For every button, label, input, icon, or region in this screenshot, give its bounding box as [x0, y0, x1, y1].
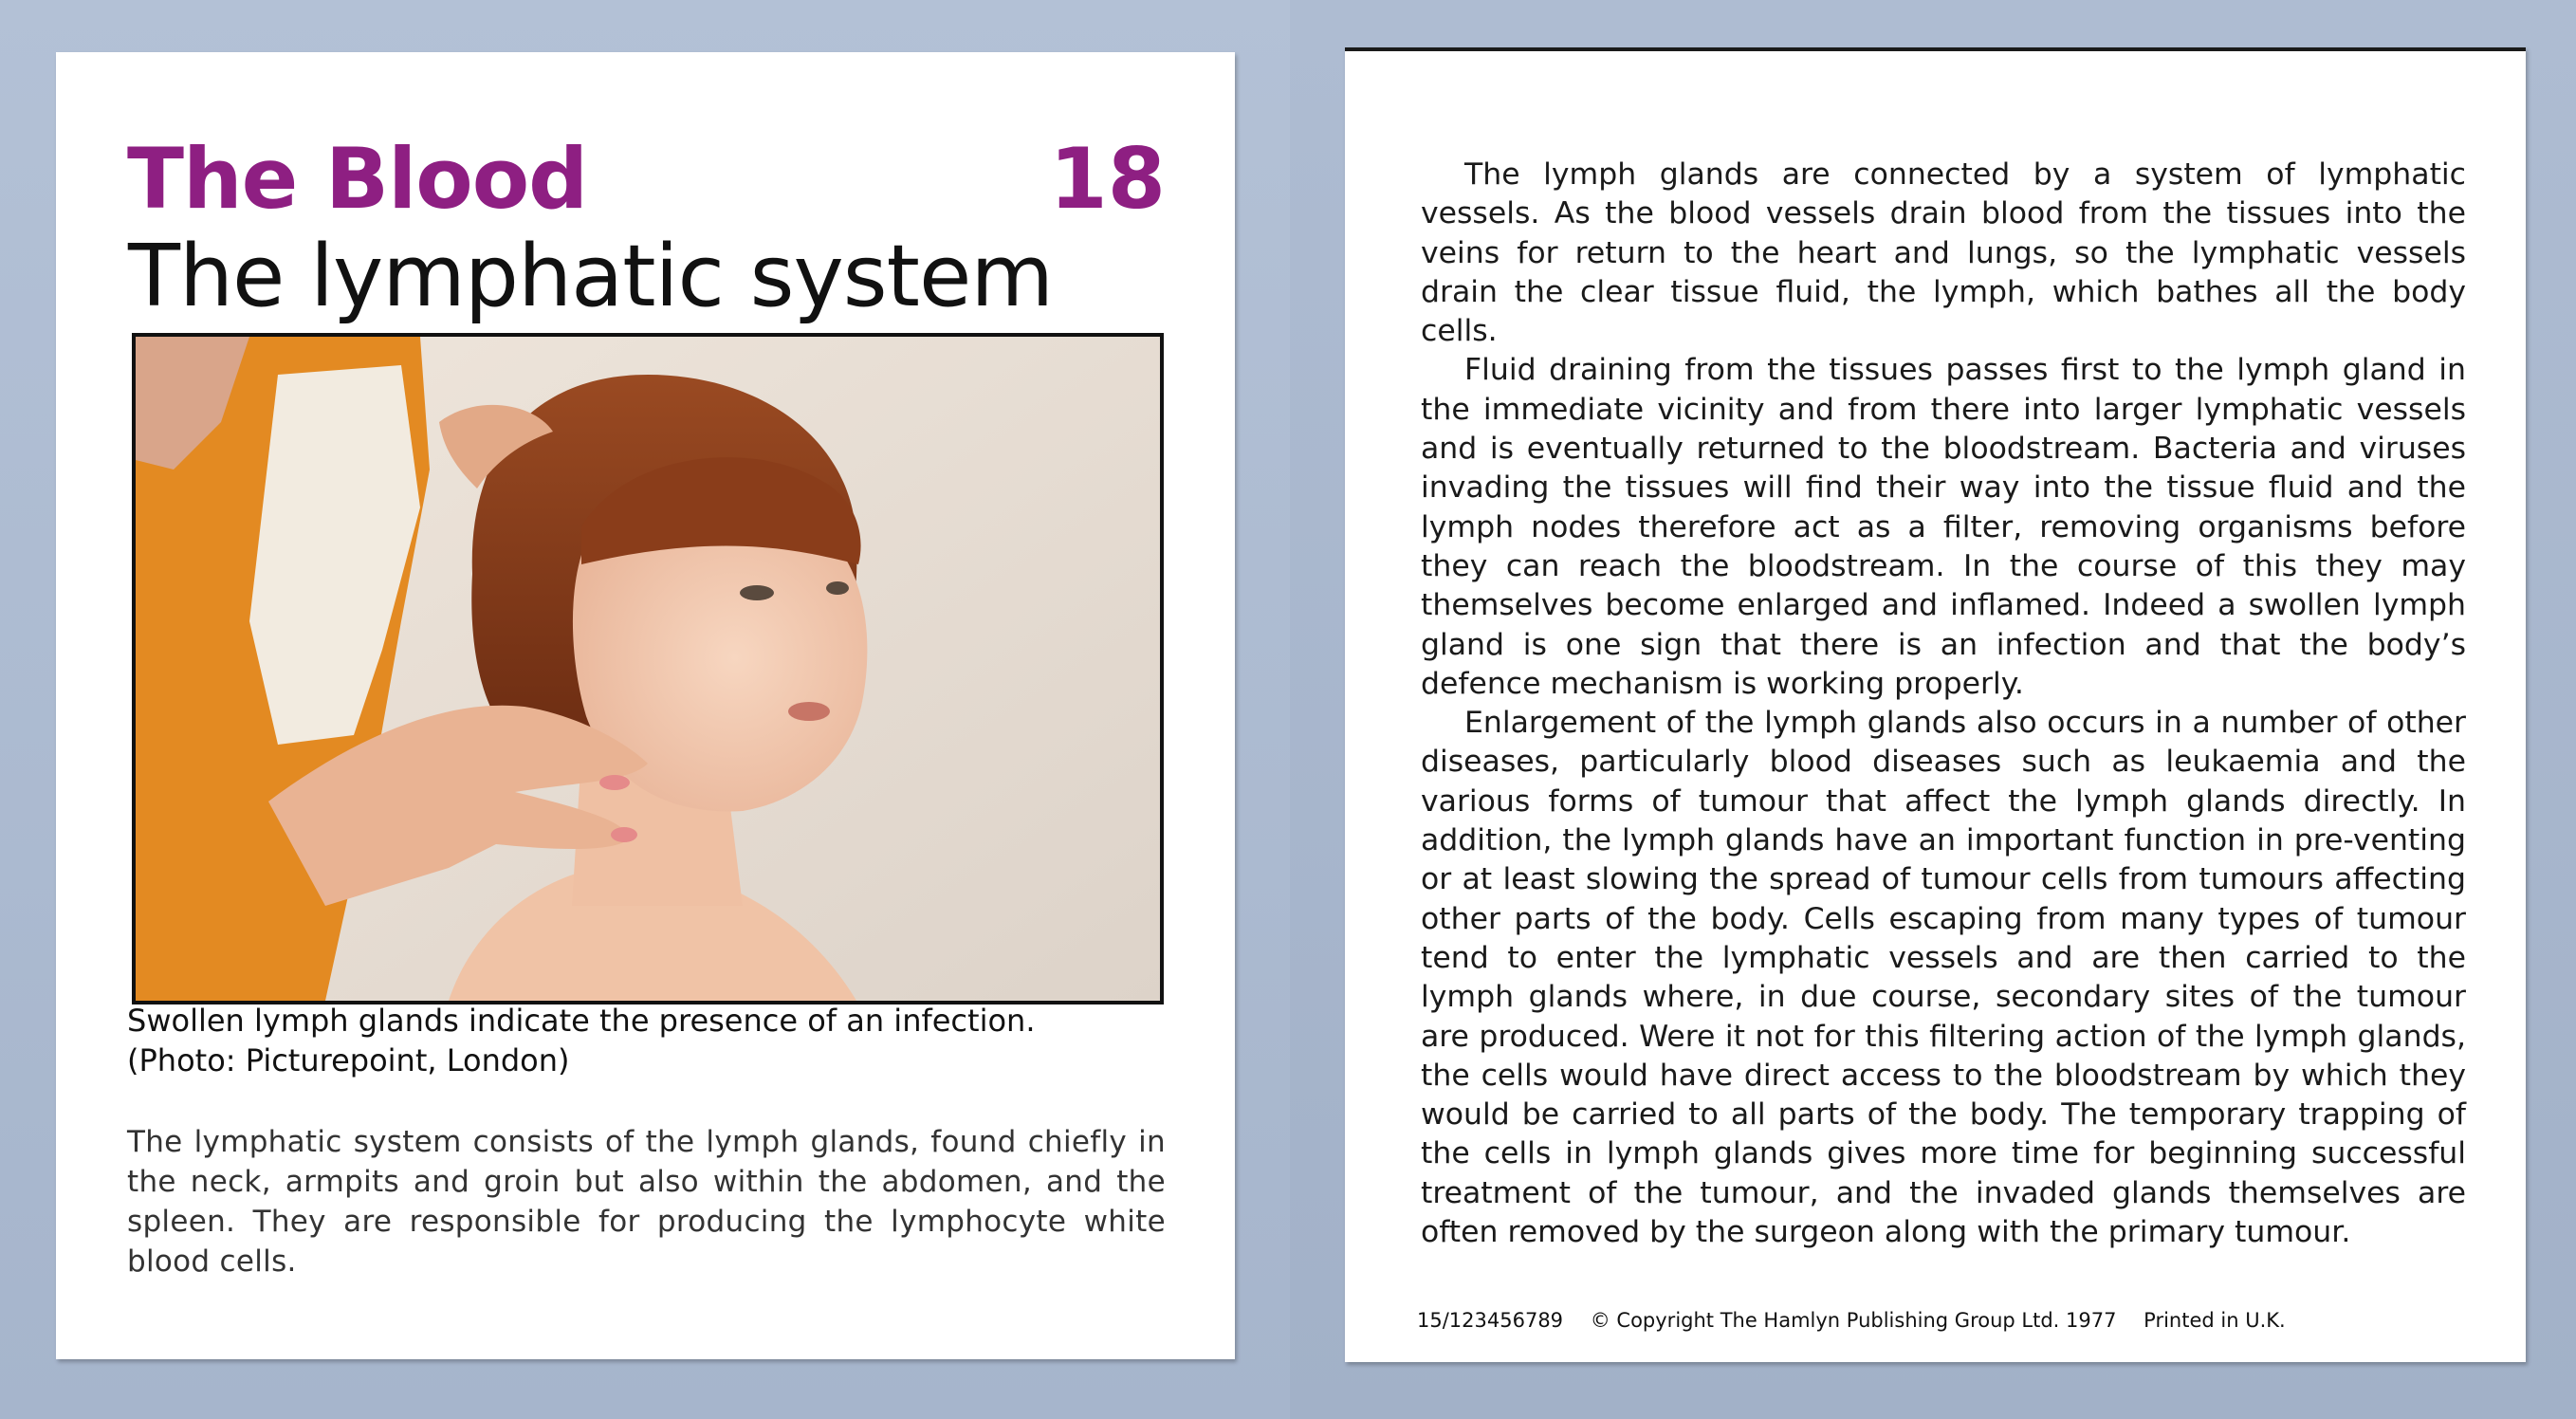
caption-line-1: Swollen lymph glands indicate the presence of an infection.	[127, 1003, 1036, 1039]
back-paragraph-1: The lymph glands are connected by a system of lymphatic vessels. As the blood vessels drain blood from the tissues into the veins for return to the heart and lungs, so the lymphatic vessels drain the clear tissue fluid, the lymph, which bathes all the body cells.	[1421, 157, 2466, 349]
photo-caption	[127, 1001, 1180, 1080]
section-title: The Blood	[127, 130, 588, 228]
card-title: The lymphatic system	[128, 227, 1054, 326]
back-paragraph-2: Fluid draining from the tissues passes first to the lymph gland in the immediate vicinity and from there into larger lymphatic vessels and is eventually returned to the bloodstream. Bacteria and viruses invading the tissues will find their way into the tissue fluid and the lymph nodes therefore act as a filter, removing organisms before they can reach the bloodstream. In the course of this they may themselves become enlarged and inflamed. Indeed a swollen lymph gland is one sign that there is an infection and that the body’s defence mechanism is working properly.	[1421, 353, 2466, 701]
front-body-text: The lymphatic system consists of the lymph glands, found chiefly in the neck, armpits and groin but also within the abdomen, and the spleen. They are responsible for producing the lymphocyte white blood cells.	[127, 1125, 1166, 1279]
card-number: 18	[1049, 130, 1166, 228]
back-paragraph-3: Enlargement of the lymph glands also occurs in a number of other diseases, particularly blood diseases such as leukaemia and the various forms of tumour that affect the lymph glands directly. In addition, the lymph glands have an important function in pre-venting or at least slowing the spread of tumour cells from tumours affecting other parts of the body. Cells escaping from many types of tumour tend to enter the lymphatic vessels and are then carried to the lymph glands where, in due course, secondary sites of the tumour are produced. Were it not for this filtering action of the lymph glands, the cells would have direct access to the bloodstream by which they would be carried to all parts of the body. The temporary trapping of the cells in lymph glands gives more time for beginning successful treatment of the tumour, and the invaded glands themselves are often removed by the surgeon along with the primary tumour.	[1421, 706, 2466, 1250]
card-front	[56, 52, 1235, 1359]
photo-illustration	[136, 337, 1160, 1001]
caption-line-2: (Photo: Picturepoint, London)	[127, 1042, 570, 1078]
footer-copyright: © Copyright The Hamlyn Publishing Group Ltd. 1977	[1590, 1309, 2117, 1332]
footer-code: 15/123456789	[1417, 1309, 1564, 1332]
footer-printed: Printed in U.K.	[2144, 1309, 2286, 1332]
copyright-footer	[1417, 1309, 2307, 1332]
photo-child-lymph-glands	[132, 333, 1164, 1004]
card-back	[1345, 47, 2526, 1362]
back-body-text	[1421, 156, 2466, 1252]
